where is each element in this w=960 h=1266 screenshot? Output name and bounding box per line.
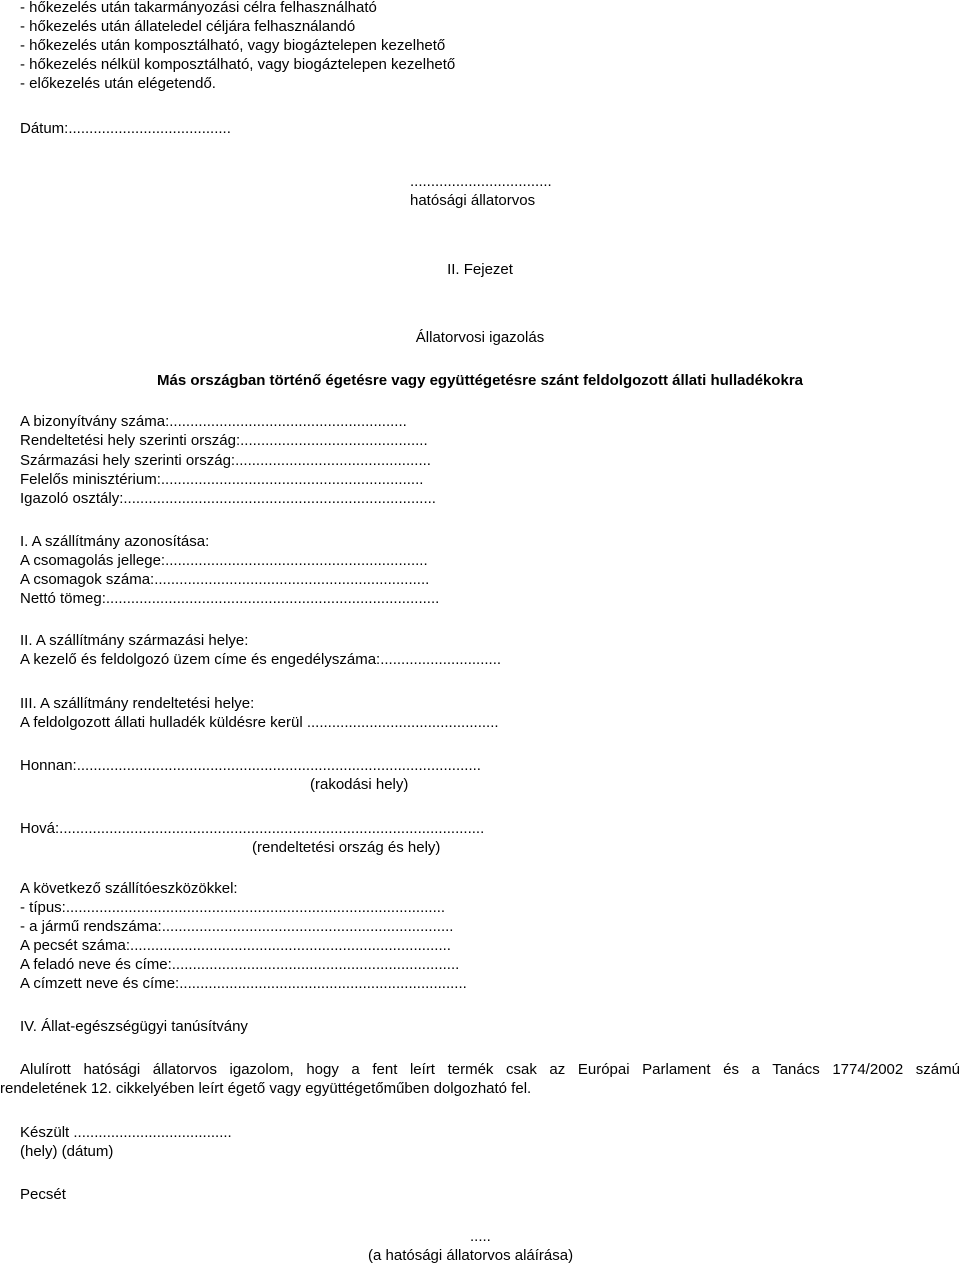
list-item: - hőkezelés után takarmányozási célra felhasználható xyxy=(20,0,377,16)
field-line: Felelős minisztérium:............................................................... xyxy=(20,471,424,488)
section-heading: II. A szállítmány származási helye: xyxy=(20,632,249,649)
date-line: Dátum:....................................... xyxy=(20,120,231,137)
list-item: - hőkezelés után állateledel céljára felhasználandó xyxy=(20,18,356,35)
field-line: A címzett neve és címe:..................................................................... xyxy=(20,975,467,992)
signature-dots: .................................. xyxy=(410,173,552,190)
chapter-heading: II. Fejezet xyxy=(447,261,513,278)
signature-dots: ..... xyxy=(470,1228,491,1245)
to-line: Hová:...................................................................................................... xyxy=(20,820,485,837)
field-line: A bizonyítvány száma:......................................................... xyxy=(20,413,407,430)
field-line: Származási hely szerinti ország:............................................... xyxy=(20,452,431,469)
field-line: Igazoló osztály:........................................................................... xyxy=(20,490,436,507)
from-caption: (rakodási hely) xyxy=(310,776,409,793)
section-heading: I. A szállítmány azonosítása: xyxy=(20,533,210,550)
field-line: Nettó tömeg:................................................................................ xyxy=(20,590,440,607)
signature-label: (a hatósági állatorvos aláírása) xyxy=(368,1247,574,1264)
section-heading: III. A szállítmány rendeltetési helye: xyxy=(20,695,255,712)
certification-paragraph-line: Alulírott hatósági állatorvos igazolom, hogy a fent leírt termék csak az Európai Parlament és a Tanács 1774/2002 számú xyxy=(20,1061,960,1078)
list-item: - előkezelés után elégetendő. xyxy=(20,75,216,92)
page-title: Állatorvosi igazolás xyxy=(415,329,545,346)
made-line: Készült ...................................... xyxy=(20,1124,232,1141)
transport-heading: A következő szállítóeszközökkel: xyxy=(20,880,238,897)
field-line: A kezelő és feldolgozó üzem címe és engedélyszáma:............................. xyxy=(20,651,502,668)
field-line: A feldolgozott állati hulladék küldésre kerül .............................................. xyxy=(20,714,499,731)
certification-paragraph-line: rendeletének 12. cikkelyében leírt égető vagy együttégetőműben dolgozható fel. xyxy=(0,1080,532,1097)
field-line: - típus:........................................................................................... xyxy=(20,899,446,916)
field-line: - a jármű rendszáma:...................................................................... xyxy=(20,918,454,935)
list-item: - hőkezelés után komposztálható, vagy biogáztelepen kezelhető xyxy=(20,37,446,54)
field-line: A feladó neve és címe:..................................................................... xyxy=(20,956,460,973)
field-line: A csomagok száma:.................................................................. xyxy=(20,571,430,588)
from-line: Honnan:................................................................................................. xyxy=(20,757,481,774)
field-line: A pecsét száma:............................................................................. xyxy=(20,937,451,954)
field-line: A csomagolás jellege:............................................................... xyxy=(20,552,428,569)
signature-label: hatósági állatorvos xyxy=(410,192,536,209)
to-caption: (rendeltetési ország és hely) xyxy=(252,839,441,856)
section-heading: IV. Állat-egészségügyi tanúsítvány xyxy=(20,1018,248,1035)
stamp-label: Pecsét xyxy=(20,1186,66,1203)
made-caption: (hely) (dátum) xyxy=(20,1143,114,1160)
page-subtitle: Más országban történő égetésre vagy együttégetésre szánt feldolgozott állati hulladékokra xyxy=(157,372,803,389)
list-item: - hőkezelés nélkül komposztálható, vagy biogáztelepen kezelhető xyxy=(20,56,456,73)
field-line: Rendeltetési hely szerinti ország:............................................. xyxy=(20,432,428,449)
